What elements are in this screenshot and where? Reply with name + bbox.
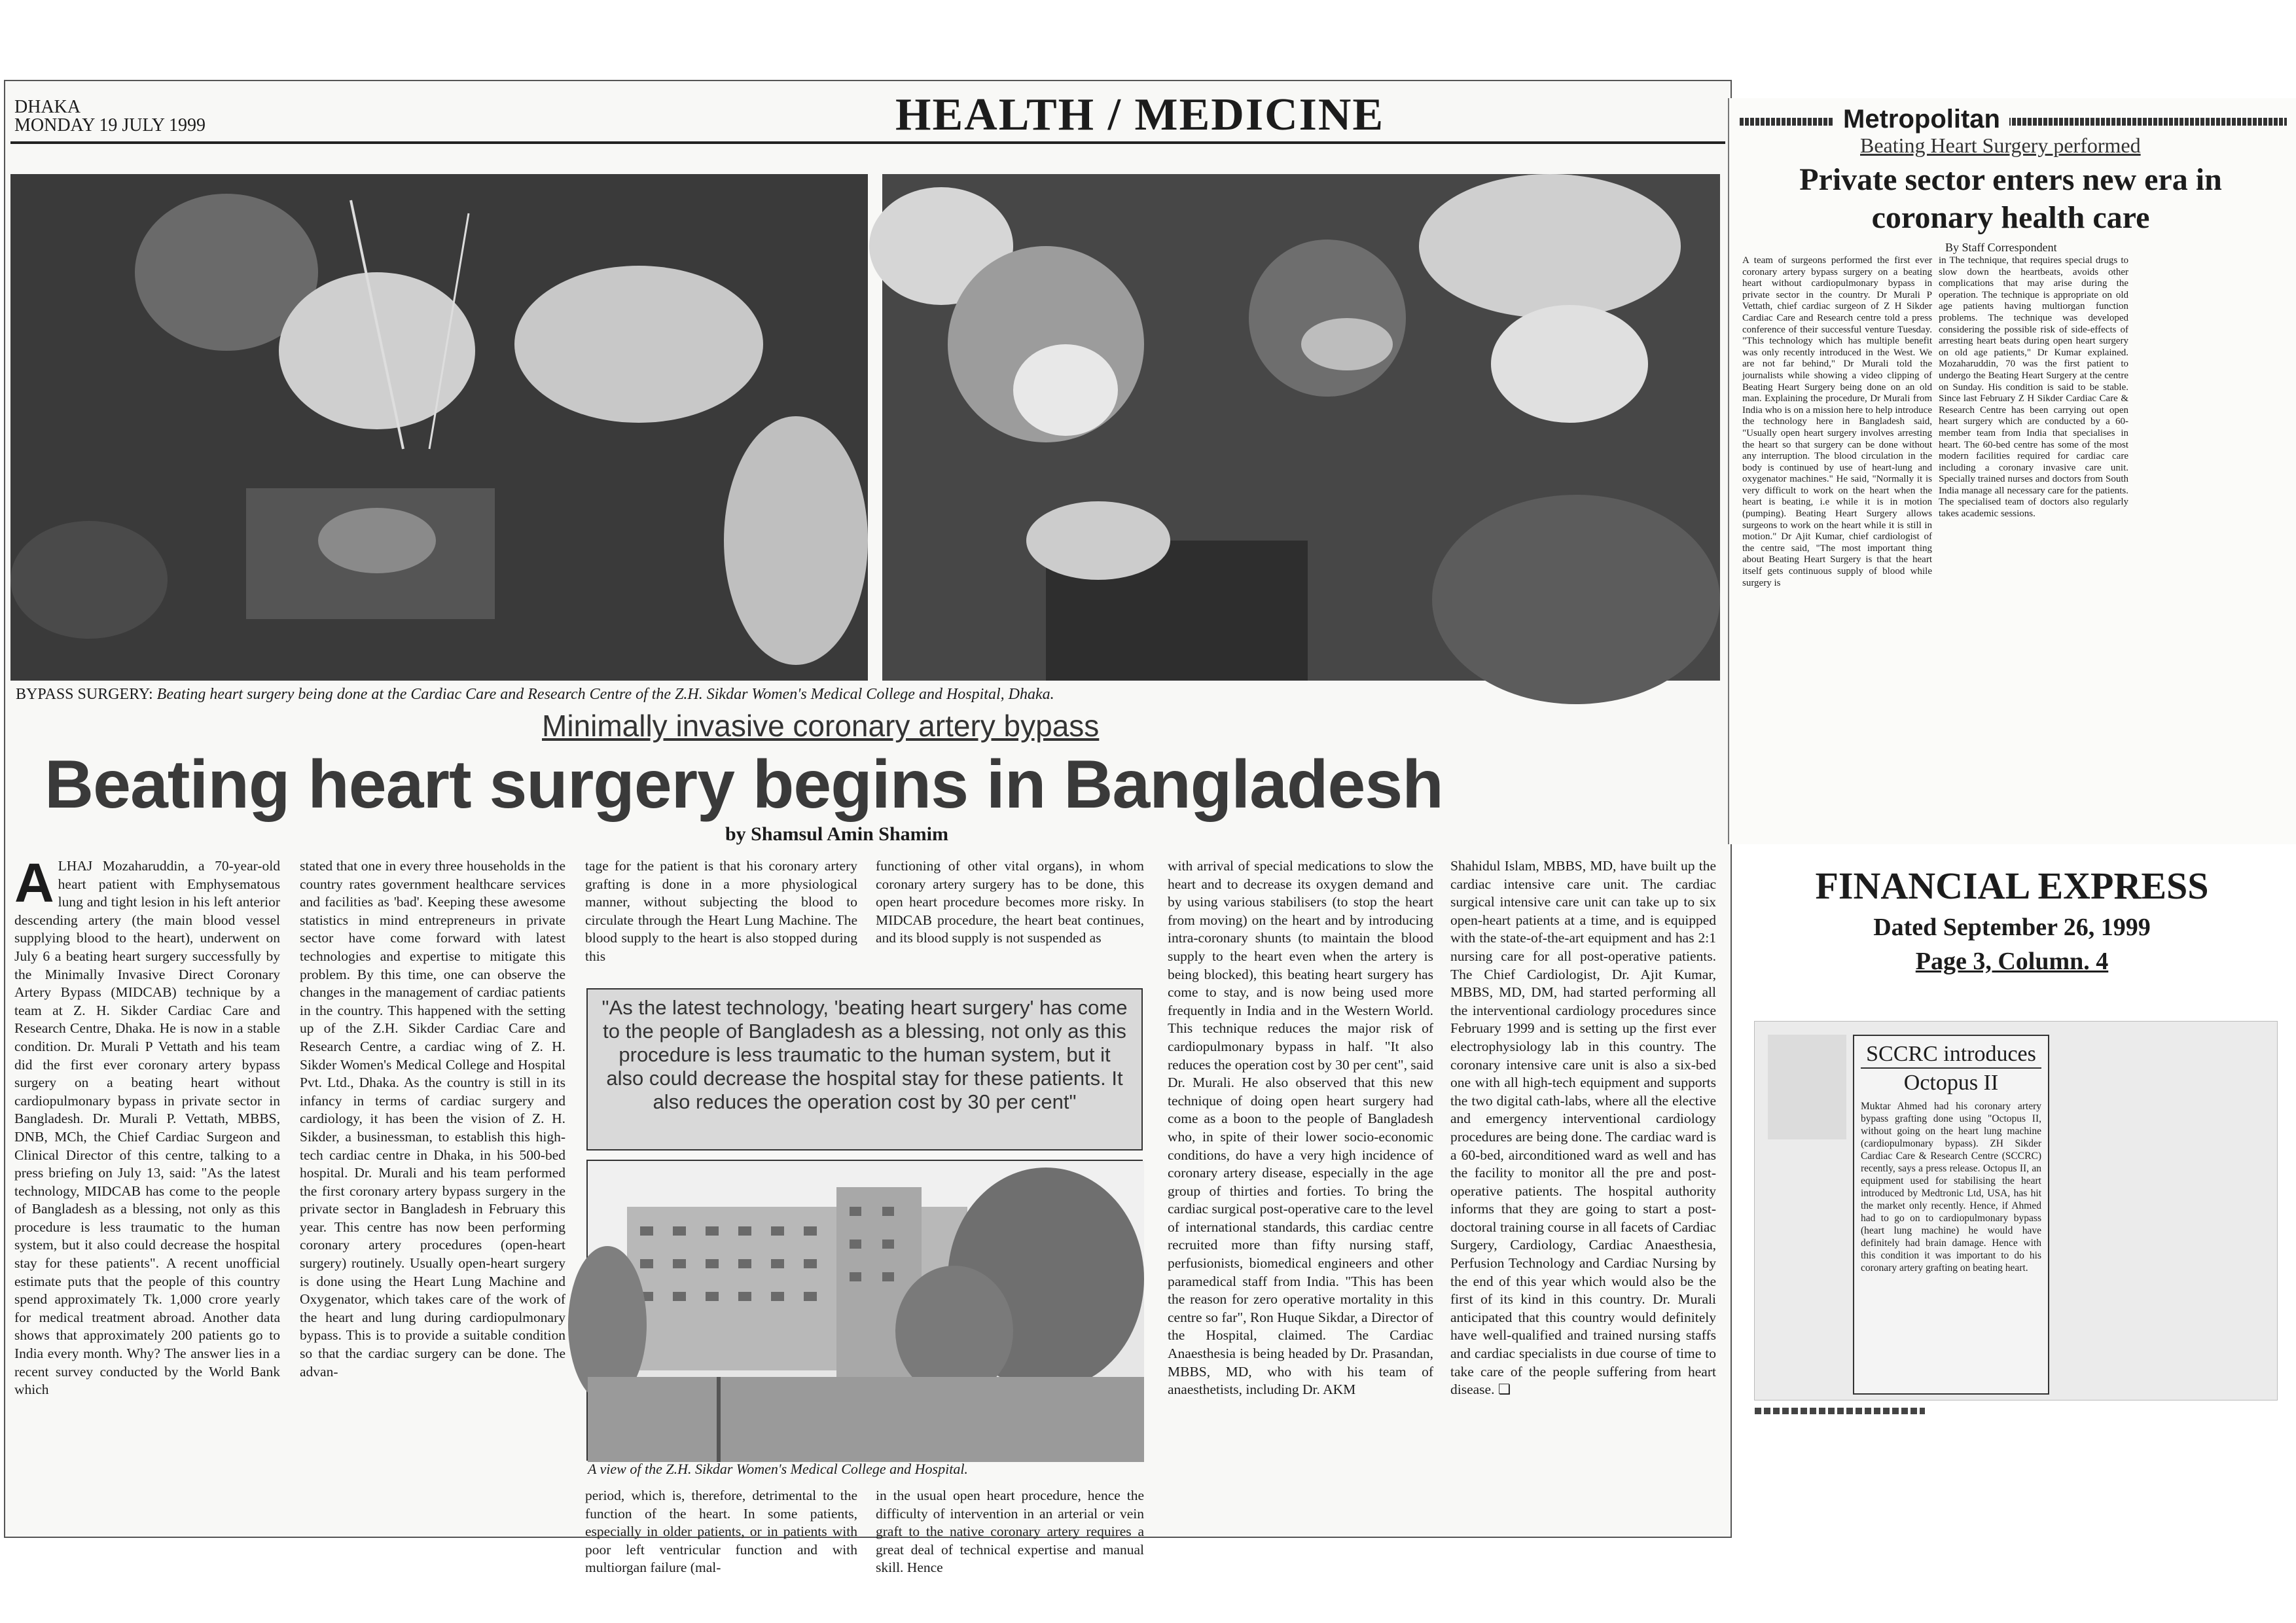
- hospital-building-photo: [586, 1160, 1143, 1461]
- sccrc-box: [1853, 1035, 2049, 1395]
- article-column-1: ALHAJ Mozaharuddin, a 70-year-old heart patient with Emphysematous lung and tight lesion in his left anterior descending artery (the main blood vessel supplying blood to the heart), underwent on July 6 a beating heart surgery successfully by the Minimally Invasive Direct Coronary Artery Bypass (MIDCAB) technique by a team at Z. H. Sikder Cardiac Care and Research Centre, Dhaka. He is now in a stable condition. Dr. Murali P Vettath and his team did the first ever coronary artery bypass surgery on a beating heart without cardiopulmonary bypass in private sector in Bangladesh. Dr. Murali P. Vettath, MBBS, DNB, MCh, the Chief Cardiac Surgeon and Clinical Director of this centre, talking to a press briefing on July 13, said: "As the latest technology, MIDCAB has come to the people of Bangladesh as a blessing, not only as this procedure is less traumatic to the human system, but it also could decrease the hospital stay for these patients". A recent unofficial estimate puts that the people of this country spend approximately Tk. 1,000 crore yearly for medical treatment abroad. Another data shows that approximately 200 patients go to India every month. Why? The answer lies in a recent survey conducted by the World Bank which: [14, 852, 280, 1398]
- metropolitan-column-1: A team of surgeons performed the first ever coronary artery bypass surgery on a beating heart without cardiopulmonary bypass in private sector in the country. Dr Murali P Vettath, chief cardiac surgeon of Z H Sikder Cardiac Care and Research centre told a press conference of their successful venture Tuesday. "This technology which has multiple benefit was only recently introduced in the West. We are not far behind," Dr Murali told the journalists while showing a video clipping of Beating Heart Surgery being done on an old man. Explaining the procedure, Dr Murali from India who is on a mission here to help introduce the technology here in Bangladesh said, "Usually open heart surgery involves arresting the heart so that surgery can be done without any interruption. The blood circulation in the body is continued by use of heart-lung and oxygenator machines." He said, "Normally it is very difficult to work on the heart when the heart is beating, i.e while it is in motion (pumping). Beating Heart Surgery allows surgeons to work on the heart while it is still in motion." Dr Ajit Kumar, chief cardiologist of the centre said, "The most important thing about Beating Heart Surgery is that the heart itself gets continuous supply of blood while surgery is: [1742, 255, 1932, 588]
- metropolitan-headline: Private sector enters new era in coronary health care: [1799, 162, 2222, 235]
- pull-quote: "As the latest technology, 'beating heart surgery' has come to the people of Bangladesh as a blessing, not only as this procedure is less traumatic to the human system, but it also could decrease the hospital stay for these patients. It also reduces the operation cost by 30 per cent": [601, 996, 1128, 1113]
- metropolitan-column-2: in The technique, that requires special drugs to slow down the heartbeats, avoids other complications that may arise during the operation. The technique is appropriate on old age patients having multiorgan function problems. The technique was developed considering the possible risk of side-effects of arresting heart beats during open heart surgery on old age patients," Dr Kumar explained. Mozaharuddin, 70 was the first patient to undergo the Beating Heart Surgery at the centre on Sunday. His condition is said to be stable. Since last February Z H Sikder Cardiac Care & Research Centre has been carrying out open heart surgery which are conducted by a 60-member team from India that specialises in heart. The 60-bed centre has some of the most modern facilities required for cardiac care including a coronary invasive care unit. Specially trained nurses and doctors from South India manage all necessary care for the patients. The specialised team of doctors also regularly takes academic sessions.: [1939, 255, 2128, 520]
- byline: by Shamsul Amin Shamim: [725, 823, 948, 845]
- financial-express-label: [1728, 864, 2296, 1021]
- photo-caption-text: Beating heart surgery being done at the Cardiac Care and Research Centre of the Z.H. Sikdar Women's Medical College and Hospital, Dhaka.: [152, 686, 1054, 703]
- metropolitan-kicker: Beating Heart Surgery performed: [1860, 134, 2141, 157]
- metropolitan-clipping: [1728, 98, 2296, 844]
- article-column-4-bottom: in the usual open heart procedure, hence the difficulty of intervention in an arterial or vein graft to the native coronary artery requires a great deal of technical expertise and manual skill. Hence: [876, 1488, 1144, 1576]
- financial-express-page: Page 3, Column. 4: [1915, 948, 2109, 975]
- sccrc-body: Muktar Ahmed had his coronary artery bypass grafting done using "Octopus II, without going on the heart lung machine (cardiopulmonary bypass). ZH Sikder Cardiac Care & Research Centre (SCCRC) recently, says a press release. Octopus II, an equipment used for stabilising the heart introduced by Medtronic Ltd, USA, has hit the market only recently. Hence, if Ahmed had to go on to cardiopulmonary bypass (heart lung machine) he would have definitely had brain damage. Hence with this condition it was important to do his coronary artery grafting on beating heart.: [1861, 1101, 2041, 1274]
- sccrc-clipping: [1754, 1021, 2278, 1400]
- article-column-2: stated that one in every three households in the country rates government healthcare services and facilities as 'bad'. Keeping these awesome statistics in mind entrepreneurs in private sector have come forward with latest technologies and expertise to mitigate this problem. By this time, one can observe the changes in the management of cardiac patients in the country. This happened with the setting up of the Z.H. Sikder Cardiac Care and Research Centre, a cardiac wing of Z. H. Sikder Women's Medical College and Hospital Pvt. Ltd., Dhaka. As the country is still in its infancy in terms of cardiac surgery and cardiology, it has been the vision of Z. H. Sikder, a businessman, to establish this high-tech cardiac centre in Dhaka, in his 500-bed hospital. Dr. Murali and his team performed the first coronary artery bypass surgery in the private sector in Bangladesh in February this year. This centre has now been performing coronary artery procedures (open-heart surgery) routinely. Usually open-heart surgery is done using the Heart Lung Machine and Oxygenator, which takes care of the work of the heart and lung during cardiopulmonary bypass. This is to provide a suitable condition so that the cardiac surgery can be done. The advan-: [300, 858, 565, 1380]
- financial-express-dated: Dated September 26, 1999: [1873, 914, 2151, 941]
- article-column-3-bottom: period, which is, therefore, detrimental to the function of the heart. In some patients, especially in older patients, or in patients with poor left ventricular function and with multiorgan failure (mal-: [585, 1488, 857, 1576]
- kicker: Minimally invasive coronary artery bypass: [542, 709, 1100, 743]
- sccrc-footer-mark: [1755, 1408, 1925, 1414]
- financial-express-title: FINANCIAL EXPRESS: [1815, 865, 2209, 907]
- article-column-5: with arrival of special medications to slow the heart and to decrease its oxygen demand and by using various stabilisers (to stop the heart from moving) on the heart and by introducing intra-coronary shunts (to maintain the blood supply to the heart even when the artery is being blocked), this beating heart surgery has come to stay, and is now being used more frequently in India and in the Western World. This technique reduces the major risk of cardiopulmonary bypass in half. "It also reduces the operation cost by 30 per cent", said Dr. Murali. He also observed that this new technique of doing open heart surgery had come as a boon to the people of Bangladesh who, in spite of their lower socio-economic conditions, do have a very high incidence of coronary artery disease, especially in the age group of thirties and forties. To bring the cardiac surgical post-operative care to the level of international standards, this cardiac centre recruited more than fifty nursing staff, perfusionists, biomedical engineers and other paramedical staff from India. "This has been the reason for zero operative mortality in this centre so far", Ron Huque Sikdar, a Director of the Hospital, claimed. The Cardiac Anaesthesia is being headed by Dr. Prasandan, MBBS, MD, who with his team of anaesthetists, including Dr. AKM: [1168, 858, 1433, 1398]
- dateline-date: MONDAY 19 JULY 1999: [14, 115, 206, 135]
- surgery-photo-left: [10, 174, 868, 681]
- building-caption: A view of the Z.H. Sikdar Women's Medical College and Hospital.: [588, 1461, 968, 1477]
- dropcap: A: [14, 852, 54, 914]
- surgery-photo-right: [882, 174, 1720, 681]
- photo-caption-lead: BYPASS SURGERY:: [16, 686, 153, 703]
- pull-quote-box: [586, 988, 1143, 1150]
- article-column-4-top: functioning of other vital organs), in whom coronary artery surgery has to be done, this open heart procedure becomes more risky. In MIDCAB procedure, the heart beat continues, and its blood supply is not suspended as: [876, 858, 1144, 946]
- dateline-city: DHAKA: [14, 97, 81, 117]
- dateline: [14, 98, 206, 135]
- headline: Beating heart surgery begins in Bangladesh: [45, 747, 1443, 823]
- article-column-3-top: tage for the patient is that his coronary artery grafting is done in a more physiological manner, without subjecting the blood to circulate through the Heart Lung Machine. The blood supply to the heart is also stopped during this: [585, 858, 857, 964]
- main-article-clipping: [4, 80, 1732, 1576]
- section-rule: [10, 141, 1725, 144]
- sccrc-stamp: [1768, 1035, 1846, 1139]
- article-column-6: Shahidul Islam, MBBS, MD, have built up the cardiac intensive care unit. The cardiac surgical intensive care unit can take up to six open-heart patients at a time, and is equipped with the state-of-the-art equipment and has 2:1 nursing care for all post-operative patients. The Chief Cardiologist, Dr. Ajit Kumar, MBBS, MD, DM, had started performing all the interventional cardiology procedures since February 1999 and is setting up the first ever electrophysiology lab in this country. The coronary intensive care unit is also a six-bed one with all high-tech equipment and supports the two digital cath-labs, where all the elective and emergency interventional cardiology procedures are being done. The cardiac ward is a 60-bed, airconditioned ward as well and has the facility to monitor all the pre and post-operative patients. The hospital authority informs that they are going to start a post-doctoral training course in all facets of Cardiac Surgery, Cardiology, Cardiac Anaesthesia, Perfusion Technology and Cardiac Nursing by the end of this year which would also be the first of its kind in this country. Dr. Murali anticipated that this country would definitely have well-qualified and trained nursing staffs and cardiac specialists in due course of time to take care of the people suffering from heart disease. ❏: [1450, 858, 1716, 1398]
- metropolitan-masthead: Metropolitan: [1834, 105, 2009, 134]
- section-title: HEALTH / MEDICINE: [895, 90, 1385, 140]
- photo-caption: [16, 686, 1054, 704]
- metropolitan-byline: By Staff Correspondent: [1945, 241, 2057, 254]
- sccrc-headline-1: SCCRC introduces: [1861, 1041, 2041, 1069]
- metropolitan-masthead-rule: [1740, 118, 2287, 126]
- sccrc-headline-2: Octopus II: [1903, 1071, 1999, 1095]
